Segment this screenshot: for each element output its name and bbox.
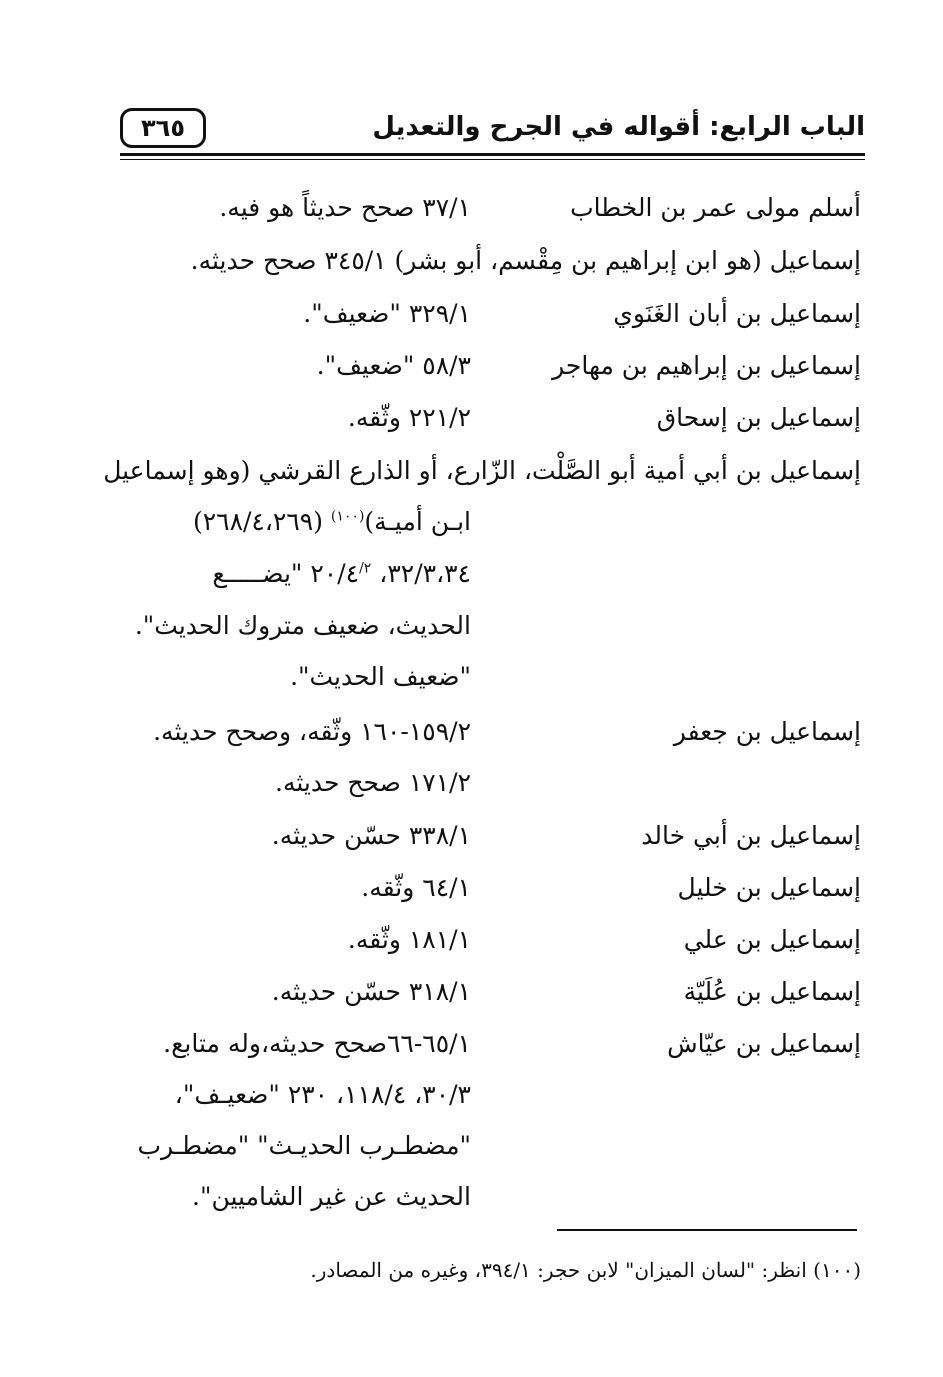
entry-value: ١٧١/٢ صحح حديثه.: [275, 768, 471, 797]
header-rule-thick: [120, 153, 865, 156]
running-header: [120, 108, 865, 154]
chapter-title: الباب الرابع: أقواله في الجرح والتعديل: [372, 112, 865, 142]
entry-name: إسماعيل بن أبان الغَنَوي: [613, 299, 861, 328]
continuation-text: ابـن أميـة): [364, 507, 471, 536]
superscript: /٢: [359, 560, 372, 577]
entry-name: إسماعيل بن جعفر: [673, 717, 861, 746]
continuation-ref: "يضـــــع: [212, 559, 311, 588]
entry-value: ٦٤/١ وثّقه.: [361, 873, 471, 902]
entry-value: ٢٢١/٢ وثّقه.: [347, 403, 471, 432]
entry-value: ٣٧/١ صحح حديثاً هو فيه.: [219, 193, 471, 222]
entry-value: الحديث عن غير الشاميين".: [192, 1182, 471, 1211]
header-rule-thin: [120, 159, 865, 160]
entry-continuation: [212, 558, 471, 591]
entry-continuation: "ضعيف الحديث".: [290, 662, 471, 691]
footnote-separator: [557, 1229, 857, 1231]
entry-value: ٣٠/٣، ١١٨/٤، ٢٣٠ "ضعيـف"،: [174, 1080, 471, 1109]
entry-name: إسماعيل بن إسحاق: [656, 403, 861, 432]
entry-name: إسماعيل بن إبراهيم بن مهاجر: [552, 351, 861, 380]
entry-name: إسماعيل بن خليل: [677, 873, 861, 902]
entry-value: ٣٣٨/١ حسّن حديثه.: [271, 821, 471, 850]
footnote: (١٠٠) انظر: "لسان الميزان" لابن حجر: ٣٩٤/١، وغيره من المصادر.: [310, 1258, 861, 1282]
entry-name: إسماعيل بن أبي خالد: [641, 821, 861, 850]
entry-value: ٣٢٩/١ "ضعيف".: [303, 299, 471, 328]
entry-value: ٦٥/١-٦٦صحح حديثه،وله متابع.: [163, 1029, 471, 1058]
entry-value: ١٨١/١ وثّقه.: [347, 925, 471, 954]
continuation-text: ٣٢/٣،٣٤، ٢٠/٤: [310, 559, 471, 588]
entry-value: ٣١٨/١ حسّن حديثه.: [271, 977, 471, 1006]
entry-value: "مضطـرب الحديـث" "مضطـرب: [137, 1131, 471, 1160]
entry-continuation: [193, 506, 471, 539]
entry-continuation: الحديث، ضعيف متروك الحديث".: [134, 611, 471, 640]
page-number: ٣٦٥: [120, 108, 206, 148]
entry-name: إسماعيل بن عُلَيّة: [683, 977, 861, 1006]
entry-name: إسماعيل بن عيّاش: [667, 1029, 861, 1058]
entry-name: أسلم مولى عمر بن الخطاب: [570, 193, 861, 222]
entry-name: إسماعيل بن علي: [683, 925, 861, 954]
entry-full: إسماعيل بن أبي أمية أبو الصَّلْت، الزّارع، أو الذارع القرشي (وهو إسماعيل: [103, 456, 861, 485]
entry-value: ٥٨/٣ "ضعيف".: [316, 351, 471, 380]
footnote-marker: (١٠٠): [330, 508, 365, 525]
entry-full: إسماعيل (هو ابن إبراهيم بن مِقْسم، أبو بشر) ٣٤٥/١ صحح حديثه.: [190, 246, 861, 275]
entry-value: ١٥٩/٢-١٦٠ وثّقه، وصحح حديثه.: [153, 717, 471, 746]
continuation-ref: (٢٦٨/٤،٢٦٩): [192, 507, 331, 536]
